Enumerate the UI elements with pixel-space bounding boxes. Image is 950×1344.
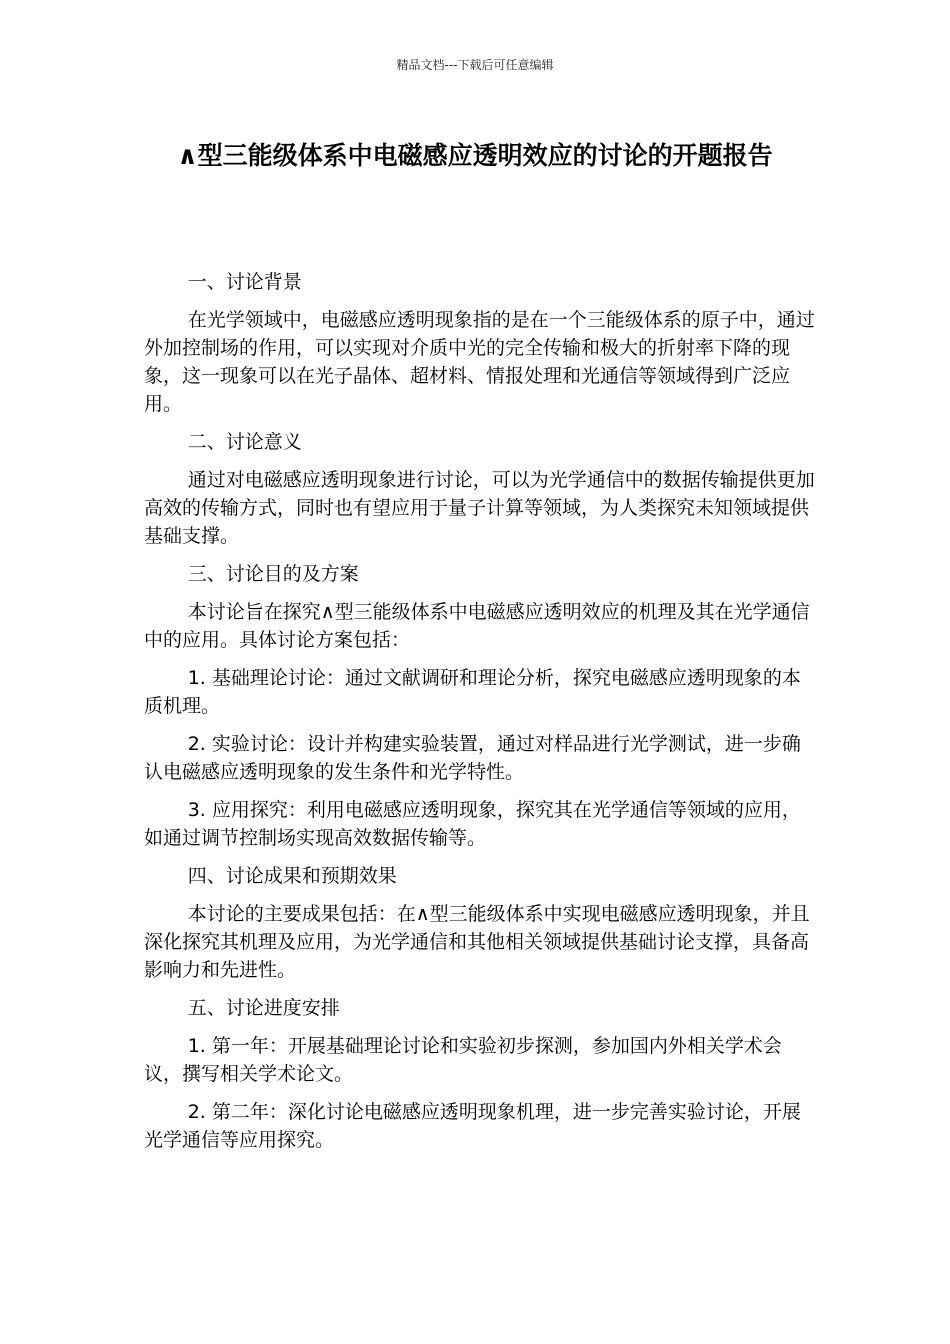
section-heading-background: 一、讨论背景 — [187, 271, 302, 293]
plan-item: 3. 应用探究：利用电磁感应透明现象，探究其在光学通信等领域的应用，如通过调节控制场实现高效数据传输等。 — [144, 799, 801, 849]
section-heading-purpose-plan: 三、讨论目的及方案 — [187, 563, 359, 585]
plan-item: 1. 基础理论讨论：通过文献调研和理论分析，探究电磁感应透明现象的本质机理。 — [144, 667, 801, 717]
plan-item: 2. 实验讨论：设计并构建实验装置，通过对样品进行光学测试，进一步确认电磁感应透明现象的发生条件和光学特性。 — [144, 733, 801, 783]
schedule-item: 2. 第二年：深化讨论电磁感应透明现象机理，进一步完善实验讨论，开展光学通信等应用探究。 — [144, 1101, 801, 1151]
section-paragraph: 本讨论的主要成果包括：在∧型三能级体系中实现电磁感应透明现象，并且深化探究其机理及应用，为光学通信和其他相关领域提供基础讨论支撑，具备高影响力和先进性。 — [144, 903, 810, 981]
section-paragraph: 本讨论旨在探究∧型三能级体系中电磁感应透明效应的机理及其在光学通信中的应用。具体讨论方案包括： — [144, 601, 810, 651]
section-paragraph: 在光学领域中，电磁感应透明现象指的是在一个三能级体系的原子中，通过外加控制场的作用，可以实现对介质中光的完全传输和极大的折射率下降的现象，这一现象可以在光子晶体、超材料、情报处理和光通信等领域得到广泛应用。 — [144, 309, 815, 415]
section-paragraph: 通过对电磁感应透明现象进行讨论，可以为光学通信中的数据传输提供更加高效的传输方式，同时也有望应用于量子计算等领域，为人类探究未知领域提供基础支撑。 — [144, 469, 815, 547]
document-title: ∧型三能级体系中电磁感应透明效应的讨论的开题报告 — [177, 141, 773, 170]
document-body — [144, 268, 816, 1164]
section-heading-outcomes: 四、讨论成果和预期效果 — [187, 865, 397, 887]
schedule-item: 1. 第一年：开展基础理论讨论和实验初步探测，参加国内外相关学术会议，撰写相关学术论文。 — [144, 1035, 782, 1085]
header-note: 精品文档---下载后可任意编辑 — [396, 58, 554, 72]
section-heading-schedule: 五、讨论进度安排 — [187, 997, 340, 1019]
section-heading-significance: 二、讨论意义 — [187, 431, 302, 453]
